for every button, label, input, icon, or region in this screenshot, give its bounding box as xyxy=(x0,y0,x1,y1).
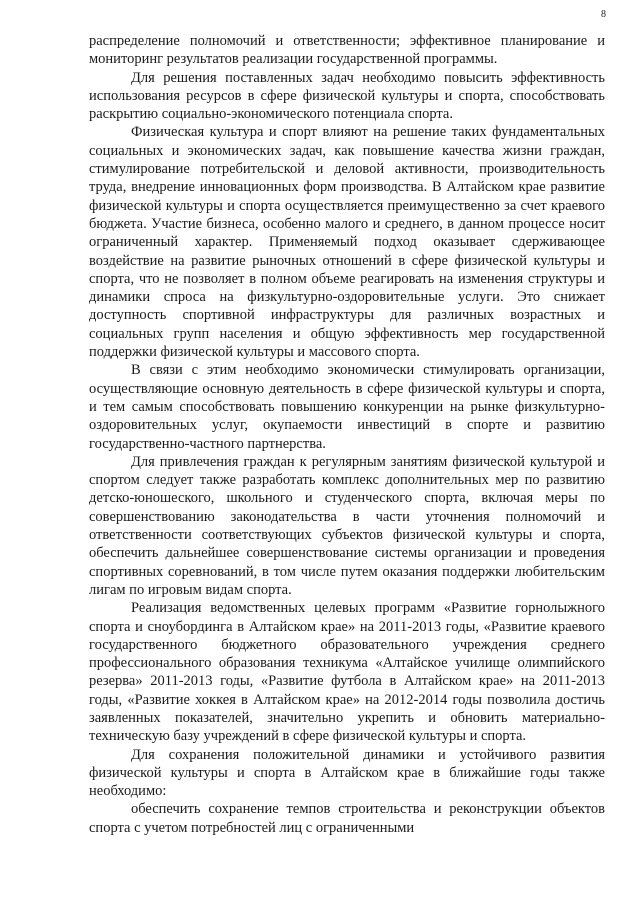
paragraph: обеспечить сохранение темпов строительства и реконструкции объектов спорта с учетом потребностей лиц с ограниченными xyxy=(89,801,605,836)
paragraph: Для сохранения положительной динамики и устойчивого развития физической культуры и спорта в Алтайском крае в ближайшие годы также необходимо: xyxy=(89,746,605,800)
page-number: 8 xyxy=(601,9,606,20)
paragraph-continued: распределение полномочий и ответственности; эффективное планирование и мониторинг результатов реализации государственной программы. xyxy=(89,33,605,68)
paragraph: Для решения поставленных задач необходимо повысить эффективность использования ресурсов в сфере физической культуры и спорта, способствовать раскрытию социально-экономического потенциала спорта. xyxy=(89,69,605,123)
paragraph: Реализация ведомственных целевых программ «Развитие горнолыжного спорта и сноубординга в Алтайском крае» на 2011-2013 годы, «Развитие краевого государственного бюджетного образовательного учреждения среднего профессионального образования техникума «Алтайское училище олимпийского резерва» 2011-2013 годы, «Развитие футбола в Алтайском крае» на 2011-2013 годы, «Развитие хоккея в Алтайском крае» на 2012-2014 годы позволила достичь заявленных показателей, значительно укрепить и обновить материально-техническую базу учреждений в сфере физической культуры и спорта. xyxy=(89,600,605,745)
paragraph: В связи с этим необходимо экономически стимулировать организации, осуществляющие основную деятельность в сфере физической культуры и спорта, и тем самым способствовать повышению конкуренции на рынке физкультурно-оздоровительных услуг, окупаемости инвестиций в спорте и развитию государственно-частного партнерства. xyxy=(89,362,605,452)
paragraph: Для привлечения граждан к регулярным занятиям физической культурой и спортом следует также разработать комплекс дополнительных мер по развитию детско-юношеского, школьного и студенческого спорта, включая меры по совершенствованию законодательства в части уточнения полномочий и ответственности соответствующих субъектов физической культуры и спорта, обеспечить дальнейшее совершенствование системы организации и проведения спортивных соревнований, в том числе путем оказания поддержки любительским лигам по игровым видам спорта. xyxy=(89,453,605,598)
paragraph: Физическая культура и спорт влияют на решение таких фундаментальных социальных и экономических задач, как повышение качества жизни граждан, стимулирование потребительской и деловой активности, производительность труда, внедрение инновационных форм производства. В Алтайском крае развитие физической культуры и спорта осуществляется преимущественно за счет краевого бюджета. Участие бизнеса, особенно малого и среднего, в данном процессе носит ограниченный характер. Применяемый подход оказывает сдерживающее воздействие на развитие рыночных отношений в сфере физической культуры и спорта, что не позволяет в полном объеме реагировать на изменения структуры и динамики спроса на физкультурно-оздоровительные услуги. Это снижает доступность спортивной инфраструктуры для различных возрастных и социальных групп населения и общую эффективность мер государственной поддержки физической культуры и массового спорта. xyxy=(89,124,605,361)
body-text xyxy=(89,32,605,837)
